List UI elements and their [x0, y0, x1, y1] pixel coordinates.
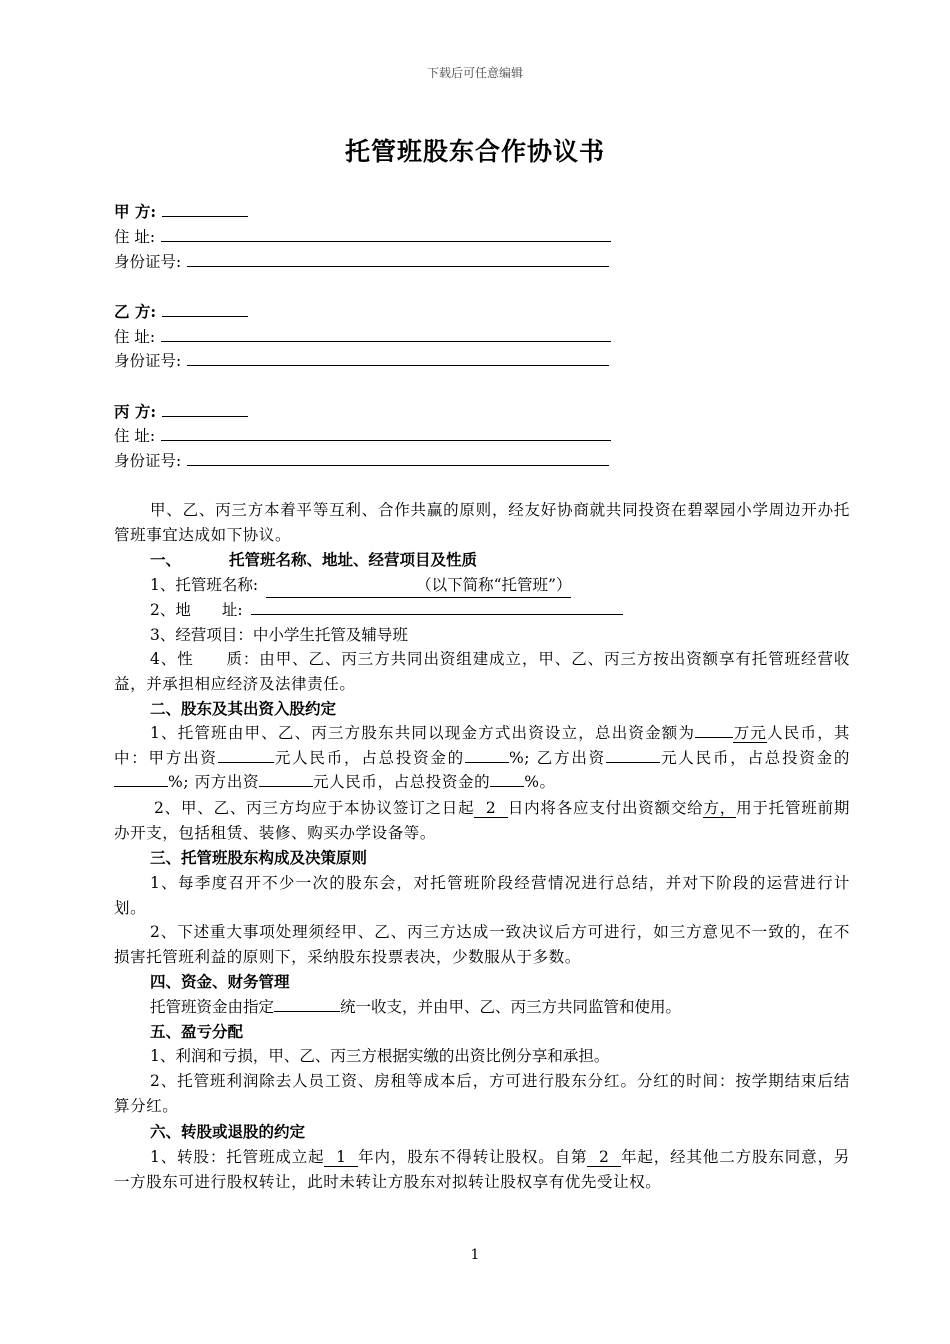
intro-paragraph: 甲、乙、丙三方本着平等互利、合作共赢的原则，经友好协商就共同投资在碧翠园小学周边开办托管班事宜达成如下协议。: [114, 501, 850, 544]
party-b-id-label: 身份证号:: [114, 352, 182, 370]
document-title: 托管班股东合作协议书: [344, 137, 605, 166]
party-a-address-label: 住 址:: [114, 228, 156, 246]
s1-name-blank[interactable]: [266, 573, 571, 598]
section-5-heading: 五、盈亏分配: [150, 1022, 244, 1041]
section-1-number: 一、: [150, 550, 182, 569]
party-a-id-line: [114, 250, 609, 274]
s1-name-line: [150, 573, 571, 598]
party-b-label: 乙 方:: [114, 302, 157, 321]
s2-b-amount-blank[interactable]: [606, 746, 660, 763]
s4-custodian-blank[interactable]: [274, 995, 340, 1012]
party-c-id-blank[interactable]: [187, 449, 609, 466]
s2-wan-yuan: 万元: [733, 724, 768, 742]
s2-a-amount-blank[interactable]: [218, 746, 274, 763]
s1-address-label: 2、地 址:: [150, 601, 243, 619]
s2-total-blank[interactable]: [695, 721, 733, 738]
s1-address-blank[interactable]: [251, 598, 623, 615]
party-b-address-blank[interactable]: [161, 325, 611, 342]
s2-p1-paragraph: 1、托管班由甲、乙、丙三方股东共同以现金方式出资设立，总出资金额为 万元人民币，其中：甲方出资 元人民币，占总投资金的 %; 乙方出资 元人民币，占总投资金的%; 丙方出资 元人民币，占总投资金的 %。: [114, 721, 850, 795]
party-b-address-line: [114, 325, 611, 349]
party-a-address-line: [114, 225, 611, 249]
party-c-id-label: 身份证号:: [114, 452, 182, 470]
party-a-name-line: [114, 200, 248, 224]
party-a-id-blank[interactable]: [187, 250, 609, 267]
party-c-name-line: [114, 400, 248, 424]
s4-p1-line: 托管班资金由指定 统一收支，并由甲、乙、丙三方共同监管和使用。: [150, 995, 681, 1019]
s1-name-label: 1、托管班名称:: [150, 576, 259, 594]
s3-p1-paragraph: 1、每季度召开不少一次的股东会，对托管班阶段经营情况进行总结，并对下阶段的运营进行计划。: [114, 874, 850, 917]
section-1-title: 托管班名称、地址、经营项目及性质: [229, 550, 478, 569]
party-b-id-blank[interactable]: [187, 349, 609, 366]
party-c-address-label: 住 址:: [114, 427, 156, 445]
s2-a-percent-blank[interactable]: [465, 746, 509, 763]
s2-recipient: 方，: [703, 799, 737, 817]
party-a-label: 甲 方:: [114, 202, 157, 221]
party-c-label: 丙 方:: [114, 402, 157, 421]
section-3-heading: 三、托管班股东构成及决策原则: [150, 848, 368, 867]
s2-c-amount-blank[interactable]: [259, 770, 313, 787]
s1-project-line: 3、经营项目：中小学生托管及辅导班: [150, 626, 408, 644]
s6-year2-value[interactable]: 2: [587, 1148, 621, 1167]
section-6-heading: 六、转股或退股的约定: [150, 1122, 306, 1141]
s1-address-line: [150, 598, 623, 622]
s2-c-percent-blank[interactable]: [490, 770, 524, 787]
s5-p1-line: 1、利润和亏损，甲、乙、丙三方根据实缴的出资比例分享和承担。: [150, 1047, 610, 1065]
party-c-id-line: [114, 449, 609, 473]
party-b-id-line: [114, 349, 609, 373]
party-c-name-blank[interactable]: [162, 400, 248, 417]
party-c-address-blank[interactable]: [161, 424, 611, 441]
s2-b-percent-blank[interactable]: [114, 770, 168, 787]
party-b-name-line: [114, 300, 248, 324]
party-a-name-blank[interactable]: [162, 200, 248, 217]
section-1-heading: [150, 548, 477, 572]
party-a-address-blank[interactable]: [161, 225, 611, 242]
s2-days-value[interactable]: 2: [474, 799, 507, 818]
party-b-name-blank[interactable]: [162, 300, 248, 317]
header-note: 下载后可任意编辑: [426, 66, 523, 80]
s1-name-suffix: （以下简称“托管班”）: [416, 576, 572, 594]
s2-p2-paragraph: 2、甲、乙、丙三方均应于本协议签订之日起 2 日内将各应支付出资额交给方，用于托管班前期办开支，包括租赁、装修、购买办学设备等。: [114, 799, 850, 842]
party-a-id-label: 身份证号:: [114, 253, 182, 271]
s6-years-value[interactable]: 1: [324, 1148, 358, 1167]
s3-p2-paragraph: 2、下述重大事项处理须经甲、乙、丙三方达成一致决议后方可进行，如三方意见不一致的，在不损害托管班利益的原则下，采纳股东投票表决，少数服从于多数。: [114, 923, 850, 966]
s5-p2-paragraph: 2、托管班利润除去人员工资、房租等成本后，方可进行股东分红。分红的时间：按学期结束后结算分红。: [114, 1072, 850, 1115]
s1-nature-paragraph: 4、性 质：由甲、乙、丙三方共同出资组建成立，甲、乙、丙三方按出资额享有托管班经营收益，并承担相应经济及法律责任。: [114, 650, 850, 693]
party-b-address-label: 住 址:: [114, 328, 156, 346]
page-number: 1: [470, 1247, 480, 1263]
section-2-heading: 二、股东及其出资入股约定: [150, 699, 337, 718]
s6-p1-paragraph: 1、转股：托管班成立起 1 年内，股东不得转让股权。自第 2 年起，经其他二方股东同意，另一方股东可进行股权转让，此时未转让方股东对拟转让股权享有优先受让权。: [114, 1148, 851, 1191]
party-c-address-line: [114, 424, 611, 448]
section-4-heading: 四、资金、财务管理: [150, 972, 290, 991]
